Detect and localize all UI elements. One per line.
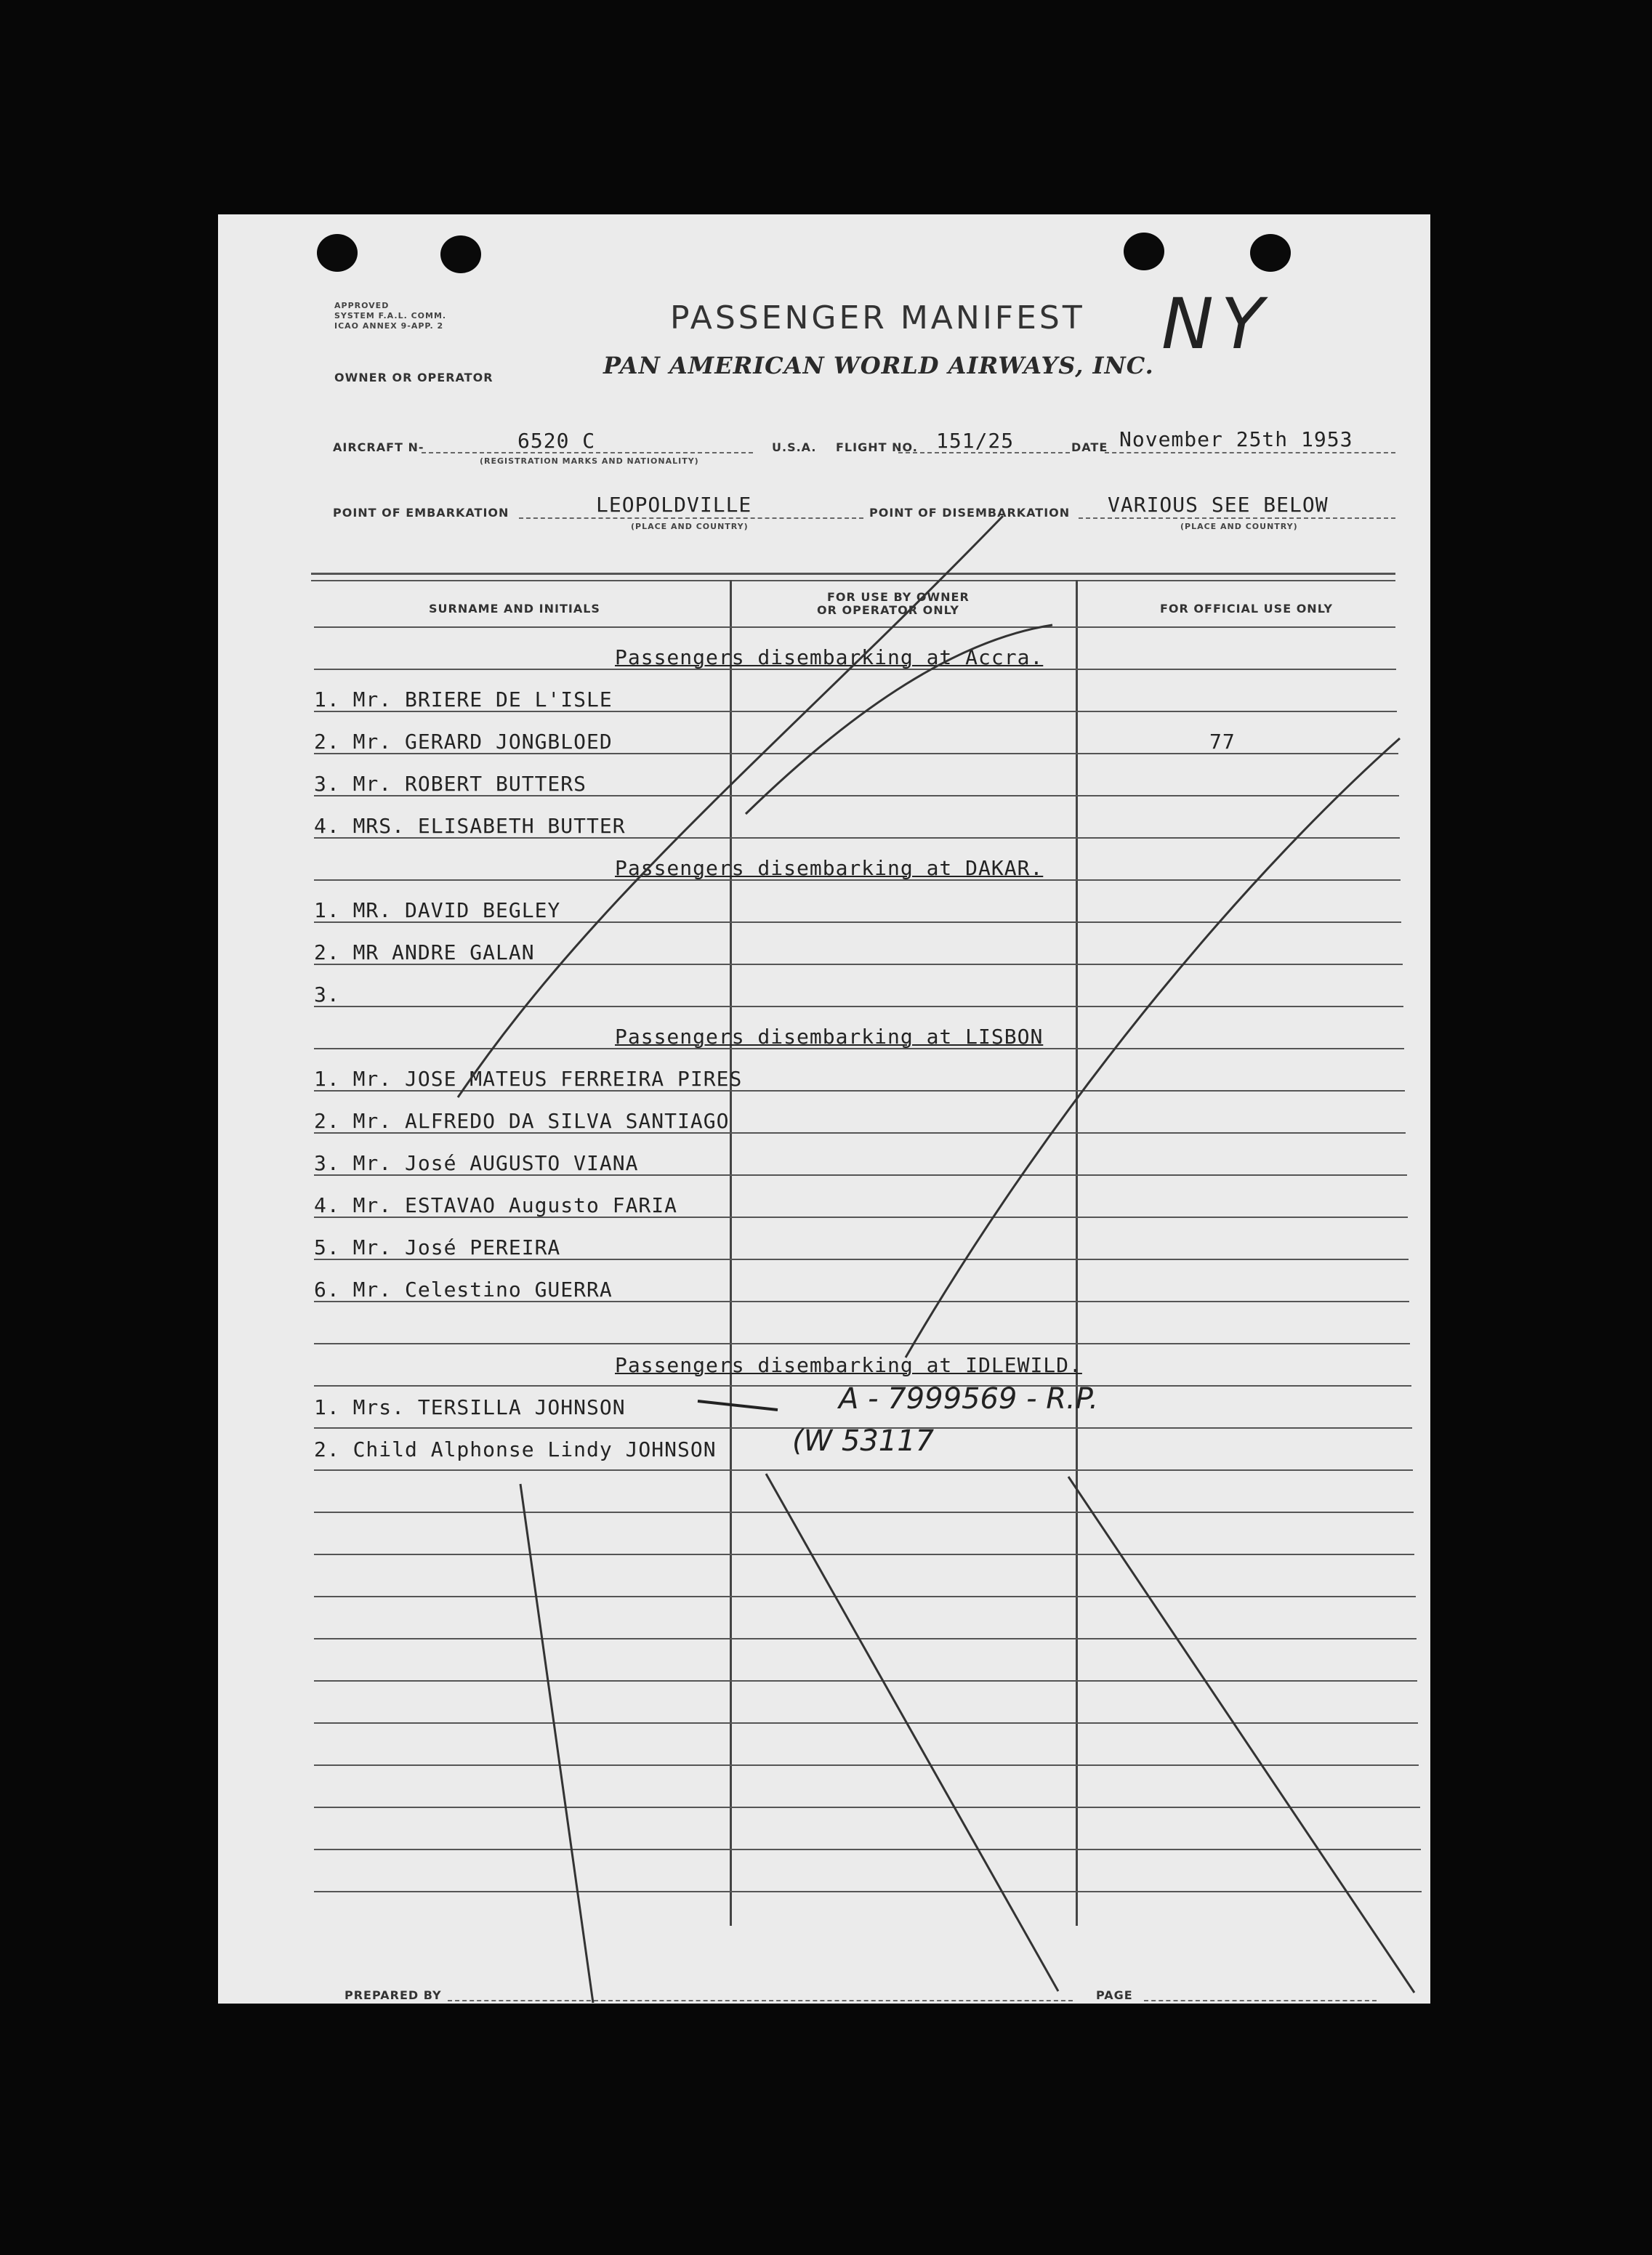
column-header-owner-use: OR OPERATOR ONLY xyxy=(817,603,959,617)
usa-label: U.S.A. xyxy=(772,440,817,454)
passenger-row: 3. Mr. José AUGUSTO VIANA xyxy=(314,1151,639,1175)
passenger-row: 2. Child Alphonse Lindy JOHNSON xyxy=(314,1437,717,1461)
passenger-row: 1. MR. DAVID BEGLEY xyxy=(314,898,561,922)
passenger-row: 2. MR ANDRE GALAN xyxy=(314,940,535,964)
column-header-official-use: FOR OFFICIAL USE ONLY xyxy=(1160,602,1333,616)
passenger-row: 5. Mr. José PEREIRA xyxy=(314,1235,561,1259)
approval-line: ICAO ANNEX 9-APP. 2 xyxy=(334,321,444,331)
approval-line: SYSTEM F.A.L. COMM. xyxy=(334,311,447,320)
official-use-value: 77 xyxy=(1209,730,1236,754)
flight-value: 151/25 xyxy=(936,429,1015,453)
flight-label: FLIGHT NO. xyxy=(836,440,918,454)
section-heading: Passengers disembarking at LISBON xyxy=(615,1025,1044,1049)
column-header-owner-use: FOR USE BY OWNER xyxy=(827,590,970,604)
section-heading: Passengers disembarking at DAKAR. xyxy=(615,856,1044,880)
passenger-row: 3. xyxy=(314,983,340,1007)
passenger-row: 1. Mrs. TERSILLA JOHNSON xyxy=(314,1395,626,1419)
section-heading: Passengers disembarking at IDLEWILD. xyxy=(615,1353,1082,1377)
section-heading: Passengers disembarking at Accra. xyxy=(615,645,1044,669)
handwritten-annotation: (W 53117 xyxy=(792,1424,935,1458)
passenger-row: 4. Mr. ESTAVAO Augusto FARIA xyxy=(314,1193,678,1217)
embark-label: POINT OF EMBARKATION xyxy=(333,506,509,520)
disembark-caption: (PLACE AND COUNTRY) xyxy=(1180,522,1298,531)
page-line xyxy=(1144,2000,1377,2001)
disembark-label: POINT OF DISEMBARKATION xyxy=(869,506,1071,520)
passenger-row: 1. Mr. JOSE MATEUS FERREIRA PIRES xyxy=(314,1067,743,1091)
passenger-row: 3. Mr. ROBERT BUTTERS xyxy=(314,772,587,796)
embark-caption: (PLACE AND COUNTRY) xyxy=(631,522,749,531)
passenger-row: 6. Mr. Celestino GUERRA xyxy=(314,1278,613,1302)
date-value: November 25th 1953 xyxy=(1119,427,1353,451)
passenger-row: 4. MRS. ELISABETH BUTTER xyxy=(314,814,626,838)
handwritten-annotation: A - 7999569 - R.P. xyxy=(839,1382,1099,1416)
passenger-row: 1. Mr. BRIERE DE L'ISLE xyxy=(314,687,613,711)
owner-label: OWNER OR OPERATOR xyxy=(334,371,493,384)
prepared-by-label: PREPARED BY xyxy=(344,1988,442,2002)
passenger-row: 2. Mr. ALFREDO DA SILVA SANTIAGO xyxy=(314,1109,730,1133)
embark-value: LEOPOLDVILLE xyxy=(596,493,752,517)
handwritten-ny: NY xyxy=(1161,283,1271,365)
page-label: PAGE xyxy=(1096,1988,1133,2002)
column-header-surname: SURNAME AND INITIALS xyxy=(429,602,600,616)
passenger-row: 2. Mr. GERARD JONGBLOED xyxy=(314,730,613,754)
date-label: DATE xyxy=(1071,440,1108,454)
company-name: PAN AMERICAN WORLD AIRWAYS, INC. xyxy=(603,352,1154,379)
aircraft-label: AIRCRAFT N- xyxy=(333,440,424,454)
aircraft-value: 6520 C xyxy=(517,429,596,453)
aircraft-caption: (REGISTRATION MARKS AND NATIONALITY) xyxy=(480,456,699,466)
approval-line: APPROVED xyxy=(334,301,390,310)
prepared-by-line xyxy=(448,2000,1073,2001)
page-title: PASSENGER MANIFEST xyxy=(670,299,1085,336)
disembark-value: VARIOUS SEE BELOW xyxy=(1108,493,1329,517)
